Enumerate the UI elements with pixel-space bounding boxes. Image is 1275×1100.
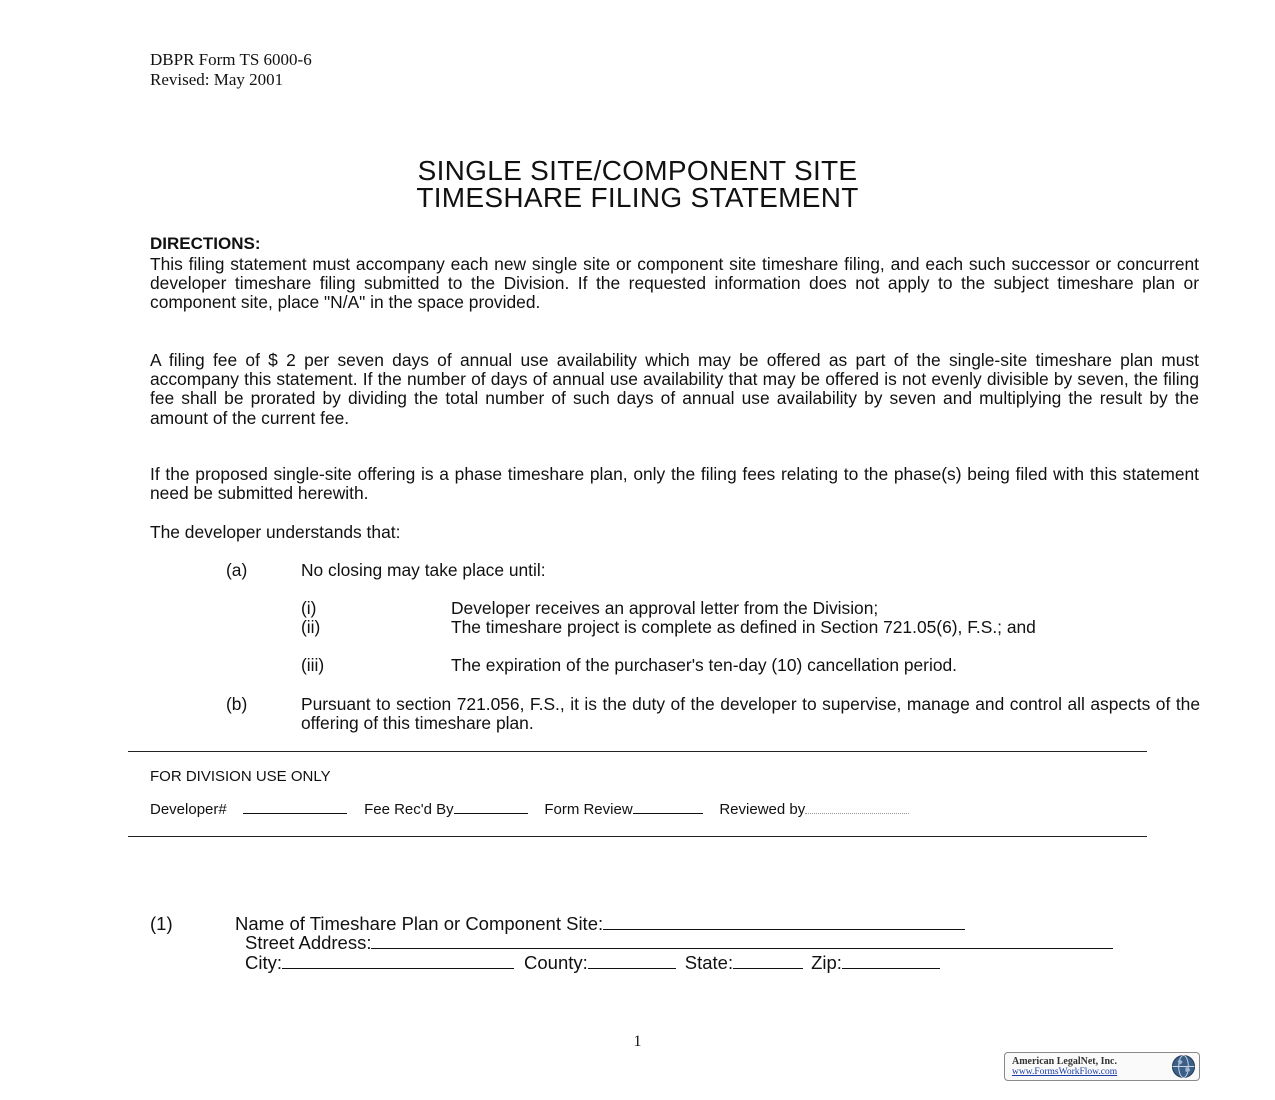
- logo-company-name: American LegalNet, Inc.: [1012, 1056, 1117, 1067]
- fee-received-field[interactable]: [454, 813, 528, 814]
- fee-received-label: Fee Rec'd By: [364, 801, 454, 818]
- state-label: State:: [684, 952, 734, 973]
- condition-b-text: Pursuant to section 721.056, F.S., it is the duty of the developer to supervise, manage and control all aspects of the offering of this timeshare plan.: [301, 694, 1200, 734]
- zip-field[interactable]: [842, 968, 940, 969]
- county-label: County:: [524, 952, 588, 973]
- divider-bottom: [128, 836, 1147, 837]
- divider-top: [128, 751, 1147, 752]
- condition-a-i-label: (i): [301, 598, 317, 618]
- timeshare-name-row: [235, 914, 965, 934]
- item-1-number: (1): [150, 913, 173, 934]
- form-identifier: [150, 50, 312, 90]
- condition-a-ii-label: (ii): [301, 617, 321, 637]
- city-county-state-zip-row: [245, 953, 940, 973]
- reviewed-by-field[interactable]: [805, 813, 909, 814]
- filing-fee-paragraph: A filing fee of $ 2 per seven days of annual use availability which may be offered as part of the single-site timeshare plan must accompany this statement. If the number of days of annual use availability that may be offered is not evenly divisible by seven, the filing fee shall be prorated by dividing the total number of such days of annual use availability by seven and multiplying the result by the amount of the current fee.: [150, 350, 1199, 428]
- division-use-heading: FOR DIVISION USE ONLY: [150, 768, 331, 785]
- logo-website-link[interactable]: www.FormsWorkFlow.com: [1012, 1067, 1118, 1077]
- condition-a-ii-text: The timeshare project is complete as defined in Section 721.05(6), F.S.; and: [451, 617, 1036, 637]
- form-review-label: Form Review: [544, 801, 633, 818]
- timeshare-name-field[interactable]: [603, 929, 965, 930]
- american-legalnet-logo: [1004, 1052, 1200, 1081]
- city-field[interactable]: [282, 968, 514, 969]
- condition-a-iii-text: The expiration of the purchaser's ten-day (10) cancellation period.: [451, 655, 958, 675]
- developer-number-field[interactable]: [243, 813, 347, 814]
- reviewed-by-label: Reviewed by: [719, 801, 806, 818]
- condition-a-i-text: Developer receives an approval letter from the Division;: [451, 598, 879, 618]
- phase-plan-paragraph: If the proposed single-site offering is a phase timeshare plan, only the filing fees relating to the phase(s) being filed with this statement need be submitted herewith.: [150, 464, 1199, 504]
- condition-a-label: (a): [226, 560, 248, 580]
- page-title-line-2: TIMESHARE FILING STATEMENT: [416, 182, 859, 213]
- zip-label: Zip:: [811, 952, 842, 973]
- division-use-fields: [150, 801, 909, 818]
- county-field[interactable]: [588, 968, 676, 969]
- street-address-field[interactable]: [371, 948, 1113, 949]
- revised-date: Revised: May 2001: [150, 70, 284, 89]
- state-field[interactable]: [733, 968, 803, 969]
- developer-understands-paragraph: The developer understands that:: [150, 522, 401, 542]
- form-review-field[interactable]: [633, 813, 703, 814]
- page-title-line-1: SINGLE SITE/COMPONENT SITE: [417, 155, 858, 186]
- directions-paragraph: This filing statement must accompany each new single site or component site timeshare filing, and each such successor or concurrent developer timeshare filing submitted to the Division. If the requested information does not apply to the subject timeshare plan or component site, place "N/A" in the space provided.: [150, 254, 1199, 313]
- globe-icon: [1171, 1054, 1196, 1079]
- developer-number-label: Developer#: [150, 801, 227, 818]
- form-number: DBPR Form TS 6000-6: [150, 50, 312, 69]
- condition-a-iii-label: (iii): [301, 655, 325, 675]
- page-number: 1: [633, 1033, 642, 1050]
- directions-heading: DIRECTIONS:: [150, 234, 261, 253]
- city-label: City:: [245, 952, 282, 973]
- timeshare-name-label: Name of Timeshare Plan or Component Site:: [235, 913, 604, 934]
- street-address-label: Street Address:: [245, 932, 372, 953]
- condition-a-text: No closing may take place until:: [301, 560, 546, 580]
- condition-b-label: (b): [226, 694, 248, 714]
- street-address-row: [245, 933, 1113, 953]
